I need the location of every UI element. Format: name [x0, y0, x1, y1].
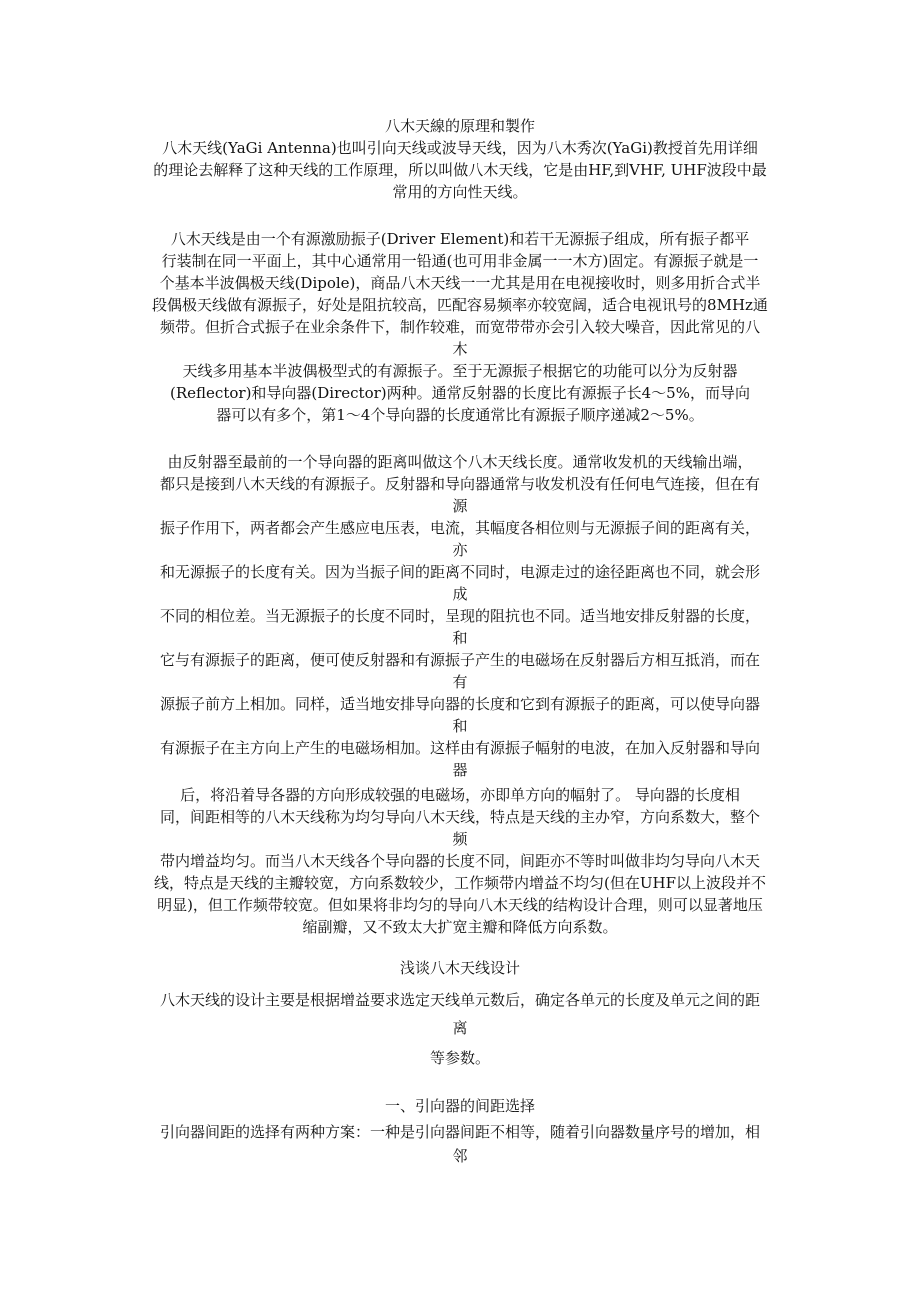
para3-line-1: 由反射器至最前的一个导向器的距离叫做这个八木天线长度。通常收发机的天线输出端，	[167, 453, 753, 471]
para2-line-3: 个基本半波偶极天线(Dipole)，商品八木天线一一尤其是用在电视接收时，则多用折合式半	[159, 274, 761, 292]
para3-line-19: 带内增益均匀。而当八木天线各个导向器的长度不同，间距亦不等时叫做非均匀导向八木天	[159, 852, 760, 870]
para3-line-14: 有源振子在主方向上产生的电磁场相加。这样由有源振子幅射的电波，在加入反射器和导向	[159, 739, 760, 757]
document-title: 八木天線的原理和製作	[384, 117, 535, 135]
para2-line-5: 频带。但折合式振子在业余条件下，制作较难，而宽带带亦会引入较大噪音，因此常见的八	[159, 318, 760, 336]
para3-line-5: 亦	[452, 541, 468, 559]
para2-line-1: 八木天线是由一个有源激励振子(Driver Element)和若干无源振子组成，所有振子都平	[170, 230, 750, 248]
para4-line-3: 等参数。	[429, 1049, 490, 1067]
intro-line-2: 的理论去解释了这种天线的工作原理，所以叫做八木天线，它是由HF,到VHF, UHF波段中最	[153, 161, 767, 179]
para3-line-15: 器	[452, 761, 468, 779]
intro-line-3: 常用的方向性天线。	[392, 183, 528, 201]
section-title: 浅谈八木天线设计	[399, 959, 520, 977]
para3-line-13: 和	[452, 717, 468, 735]
para3-line-12: 源振子前方上相加。同样，适当地安排导向器的长度和它到有源振子的距离，可以使导向器	[159, 695, 760, 713]
para2-line-2: 行装制在同一平面上，其中心通常用一铅通(也可用非金属一一木方)固定。有源振子就是一	[161, 252, 759, 270]
para2-line-9: 器可以有多个，第1～4个导向器的长度通常比有源振子顺序递减2～5%。	[216, 406, 704, 424]
para2-line-6: 木	[452, 340, 468, 358]
para5-line-1: 引向器间距的选择有两种方案：一种是引向器间距不相等，随着引向器数量序号的增加，相	[159, 1123, 760, 1141]
para3-line-6: 和无源振子的长度有关。因为当振子间的距离不同时，电源走过的途径距离也不同，就会形	[159, 563, 760, 581]
para3-line-16: 后，将沿着导各器的方向形成较强的电磁场，亦即单方向的幅射了。 导向器的长度相	[180, 786, 740, 804]
para3-line-21: 明显)，但工作频带较宽。但如果将非均匀的导向八木天线的结构设计合理，则可以显著地压	[157, 896, 763, 914]
para3-line-18: 频	[452, 830, 468, 848]
para4-line-2: 离	[452, 1019, 468, 1037]
para4-line-1: 八木天线的设计主要是根据增益要求选定天线单元数后，确定各单元的长度及单元之间的距	[159, 991, 760, 1009]
intro-line-1: 八木天线(YaGi Antenna)也叫引向天线或波导天线，因为八木秀次(YaGi)教授首先用详细	[162, 139, 758, 157]
para2-line-7: 天线多用基本半波偶极型式的有源振子。至于无源振子根据它的功能可以分为反射器	[182, 362, 738, 380]
para3-line-22: 缩副瓣，又不致太大扩宽主瓣和降低方向系数。	[302, 918, 618, 936]
para3-line-10: 它与有源振子的距离，便可使反射器和有源振子产生的电磁场在反射器后方相互抵消，而在	[159, 651, 760, 669]
para3-line-20: 线，特点是天线的主瓣较宽，方向系数较少，工作频带内增益不均匀(但在UHF以上波段并不	[154, 874, 766, 892]
para3-line-4: 振子作用下，两者都会产生感应电压表，电流，其幅度各相位则与无源振子间的距离有关，	[159, 519, 760, 537]
para3-line-17: 同，间距相等的八木天线称为均匀导向八木天线，特点是天线的主办窄，方向系数大，整个	[159, 808, 760, 826]
para3-line-8: 不同的相位差。当无源振子的长度不同时，呈现的阻抗也不同。适当地安排反射器的长度，	[159, 607, 760, 625]
para2-line-4: 段偶极天线做有源振子，好处是阻抗较高，匹配容易频率亦较宽阔，适合电视讯号的8MHz通	[152, 296, 768, 314]
para3-line-3: 源	[452, 497, 468, 515]
para3-line-11: 有	[452, 673, 468, 691]
para5-line-2: 邻	[452, 1147, 468, 1165]
para3-line-2: 都只是接到八木天线的有源振子。反射器和导向器通常与收发机没有任何电气连接，但在有	[159, 475, 760, 493]
para3-line-7: 成	[452, 585, 468, 603]
para3-line-9: 和	[452, 629, 468, 647]
para2-line-8: (Reflector)和导向器(Director)两种。通常反射器的长度比有源振子长4～5%，而导向	[170, 384, 750, 402]
subsection-title: 一、引向器的间距选择	[384, 1097, 535, 1115]
